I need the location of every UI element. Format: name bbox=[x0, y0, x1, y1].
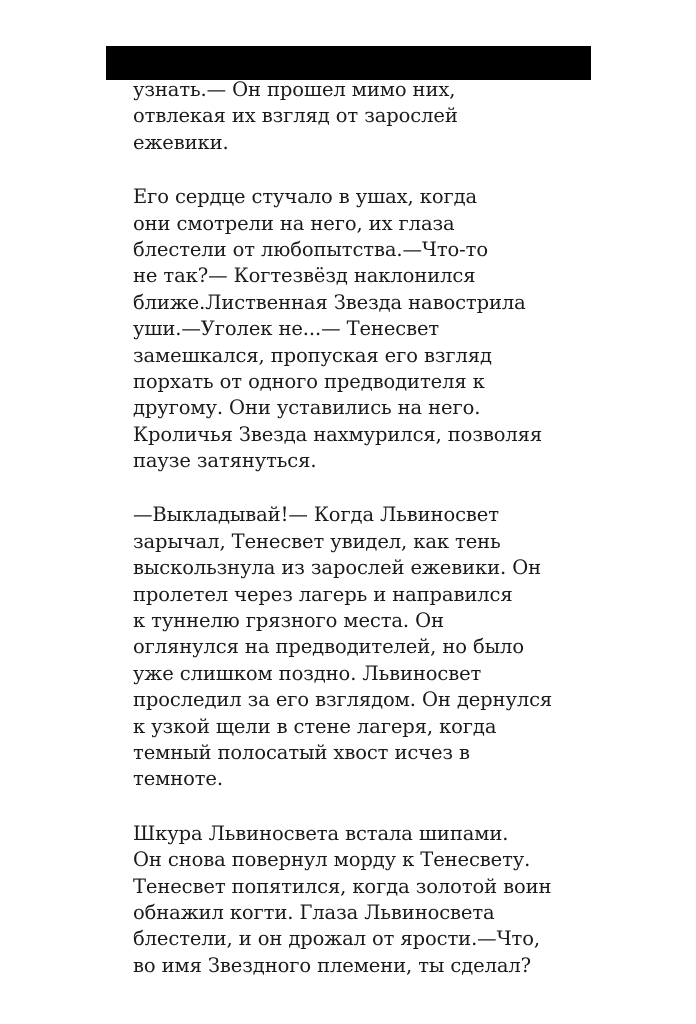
text-line: к узкой щели в стене лагеря, когда bbox=[133, 714, 497, 738]
redaction-bar bbox=[106, 46, 591, 80]
text-line: темный полосатый хвост исчез в bbox=[133, 740, 470, 764]
text-line: проследил за его взглядом. Он дернулся bbox=[133, 688, 553, 712]
text-line: уши.—Уголек не...— Тенесвет bbox=[133, 317, 440, 341]
text-line: выскользнула из зарослей ежевики. Он bbox=[133, 556, 541, 580]
text-line: оглянулся на предводителей, но было bbox=[133, 635, 524, 659]
text-line: Тенесвет попятился, когда золотой воин bbox=[133, 874, 552, 898]
text-line: зарычал, Тенесвет увидел, как тень bbox=[133, 529, 501, 553]
text-line: отвлекая их взгляд от зарослей bbox=[133, 104, 458, 128]
text-line: во имя Звездного племени, ты сделал? bbox=[133, 953, 532, 977]
paragraph-1 bbox=[133, 77, 593, 156]
text-line: замешкался, пропуская его взгляд bbox=[133, 343, 492, 367]
paragraph-3 bbox=[133, 502, 593, 792]
text-line: Он снова повернул морду к Тенесвету. bbox=[133, 848, 531, 872]
text-line: темноте. bbox=[133, 767, 223, 791]
text-line: паузе затянуться. bbox=[133, 449, 317, 473]
text-line: Кроличья Звезда нахмурился, позволяя bbox=[133, 422, 543, 446]
text-line: пролетел через лагерь и направился bbox=[133, 582, 513, 606]
text-line: блестели, и он дрожал от ярости.—Что, bbox=[133, 927, 540, 951]
text-line: другому. Они уставились на него. bbox=[133, 396, 481, 420]
text-line: Его сердце стучало в ушах, когда bbox=[133, 185, 478, 209]
page-text bbox=[133, 77, 593, 1007]
paragraph-2 bbox=[133, 184, 593, 474]
text-line: не так?— Когтезвёзд наклонился bbox=[133, 264, 476, 288]
text-line: узнать.— Он прошел мимо них, bbox=[133, 78, 456, 101]
text-line: Шкура Львиносвета встала шипами. bbox=[133, 821, 509, 845]
text-line: ежевики. bbox=[133, 130, 229, 154]
text-line: —Выкладывай!— Когда Львиносвет bbox=[133, 503, 499, 527]
text-line: обнажил когти. Глаза Львиносвета bbox=[133, 900, 495, 924]
text-line: уже слишком поздно. Львиносвет bbox=[133, 661, 482, 685]
text-line: ближе.Лиственная Звезда навострила bbox=[133, 290, 526, 314]
text-line: блестели от любопытства.—Что-то bbox=[133, 237, 489, 261]
text-line: к туннелю грязного места. Он bbox=[133, 609, 444, 633]
text-line: порхать от одного предводителя к bbox=[133, 369, 485, 393]
text-line: они смотрели на него, их глаза bbox=[133, 211, 455, 235]
paragraph-4 bbox=[133, 821, 593, 979]
